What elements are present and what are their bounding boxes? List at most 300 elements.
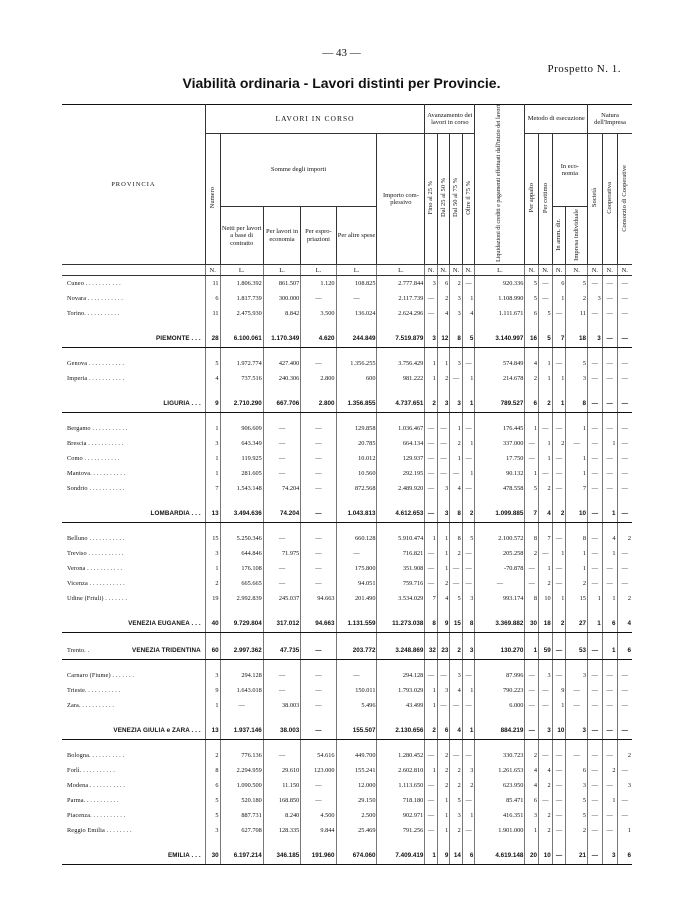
table-cell: 1.261.653 — [475, 763, 525, 778]
header-espropriazioni: Per espro-priazioni — [301, 207, 336, 265]
table-cell: 478.558 — [475, 481, 525, 496]
table-cell: 300.000 — [263, 291, 301, 306]
table-cell: 2 — [539, 576, 553, 591]
table-cell: 3 — [450, 394, 463, 413]
table-cell: — — [588, 748, 603, 763]
table-cell: — — [425, 436, 438, 451]
table-cell: — — [425, 291, 438, 306]
table-cell: 8.240 — [263, 808, 301, 823]
table-cell: — — [588, 793, 603, 808]
table-cell: 8 — [425, 614, 438, 633]
province-row — [62, 356, 632, 371]
province-name: Treviso . . . . . . . . . . . — [67, 550, 124, 558]
table-cell: 1 — [566, 421, 588, 436]
table-cell: 205.258 — [475, 546, 525, 561]
table-cell: — — [301, 546, 336, 561]
table-cell: 87.996 — [475, 668, 525, 683]
table-cell: 920.336 — [475, 276, 525, 292]
table-cell: 3 — [205, 668, 220, 683]
table-cell: 2.500 — [336, 808, 377, 823]
table-cell: 2 — [437, 763, 450, 778]
table-cell: 2.130.656 — [377, 721, 425, 740]
table-cell: 168.850 — [263, 793, 301, 808]
province-row — [62, 306, 632, 321]
table-cell: 3.248.869 — [377, 641, 425, 660]
header-impresa: Impresa individuale — [566, 207, 588, 265]
table-cell: 128.335 — [263, 823, 301, 838]
table-cell: 1 — [462, 808, 475, 823]
table-cell: 2.117.739 — [377, 291, 425, 306]
table-cell: — — [566, 748, 588, 763]
table-cell: 1 — [425, 698, 438, 713]
table-cell: 2 — [425, 721, 438, 740]
table-cell: 3 — [437, 481, 450, 496]
table-cell: 2 — [450, 778, 463, 793]
table-cell: — — [617, 466, 632, 481]
table-cell: 337.000 — [475, 436, 525, 451]
region-total-row — [62, 721, 632, 740]
table-cell: — — [301, 466, 336, 481]
table-cell: — — [425, 466, 438, 481]
table-cell: 29.610 — [263, 763, 301, 778]
table-cell: 6 — [525, 793, 539, 808]
province-row — [62, 421, 632, 436]
table-cell: — — [425, 576, 438, 591]
province-name: Belluno . . . . . . . . . . . — [67, 535, 125, 543]
table-cell: 449.700 — [336, 748, 377, 763]
table-cell: 11.273.038 — [377, 614, 425, 633]
table-cell: 4 — [205, 371, 220, 386]
table-cell: — — [552, 576, 566, 591]
province-row — [62, 451, 632, 466]
table-cell: 9.844 — [301, 823, 336, 838]
table-cell: 214.678 — [475, 371, 525, 386]
table-cell: 1 — [617, 823, 632, 838]
table-cell: 2 — [525, 546, 539, 561]
table-cell: 3 — [425, 329, 438, 348]
table-cell: 790.223 — [475, 683, 525, 698]
table-cell: 5.910.474 — [377, 531, 425, 546]
table-cell: 12.000 — [336, 778, 377, 793]
table-cell: 667.706 — [263, 394, 301, 413]
table-cell: — — [552, 846, 566, 865]
table-cell: 861.507 — [263, 276, 301, 292]
table-cell: — — [263, 421, 301, 436]
table-cell: 3 — [588, 291, 603, 306]
table-cell: — — [617, 276, 632, 292]
table-cell: 8 — [525, 531, 539, 546]
table-cell: — — [450, 561, 463, 576]
table-cell: — — [437, 421, 450, 436]
table-cell: 1.543.148 — [220, 481, 263, 496]
table-cell: 8 — [205, 763, 220, 778]
table-cell: — — [552, 306, 566, 321]
table-cell: 11 — [566, 306, 588, 321]
table-cell: — — [552, 356, 566, 371]
table-cell: 1 — [450, 451, 463, 466]
table-cell: — — [336, 546, 377, 561]
table-cell: — — [525, 561, 539, 576]
unit-l: L. — [220, 265, 263, 276]
table-cell: 5 — [525, 291, 539, 306]
table-cell: 27 — [566, 614, 588, 633]
table-cell: — — [450, 466, 463, 481]
table-cell: 1.043.813 — [336, 504, 377, 523]
province-name: Carnaro (Fiume) . . . . . . . — [67, 672, 135, 680]
table-cell: 9.729.804 — [220, 614, 263, 633]
table-cell: 28 — [205, 329, 220, 348]
province-name: Trento. . — [67, 646, 90, 654]
prospetto-label: Prospetto N. 1. — [547, 63, 621, 75]
table-cell: 3 — [450, 291, 463, 306]
table-cell: — — [462, 793, 475, 808]
table-cell: 94.051 — [336, 576, 377, 591]
table-cell: — — [462, 546, 475, 561]
table-cell: 1 — [437, 561, 450, 576]
table-cell: — — [602, 683, 617, 698]
table-cell: 1 — [539, 561, 553, 576]
table-cell: 12 — [437, 329, 450, 348]
table-cell: 4 — [437, 591, 450, 606]
table-cell: — — [425, 793, 438, 808]
header-consorzio: Consorzio di Cooperative — [617, 134, 632, 265]
table-cell: 4 — [525, 778, 539, 793]
table-cell: 5 — [525, 481, 539, 496]
table-cell: — — [425, 778, 438, 793]
table-cell: 416.351 — [475, 808, 525, 823]
table-cell: 176.445 — [475, 421, 525, 436]
table-cell: 600 — [336, 371, 377, 386]
table-cell: 1.113.650 — [377, 778, 425, 793]
table-cell: 7 — [552, 329, 566, 348]
table-cell: — — [425, 546, 438, 561]
table-cell: 2 — [539, 778, 553, 793]
table-cell: 71.975 — [263, 546, 301, 561]
table-cell: — — [602, 561, 617, 576]
table-cell: 7.519.879 — [377, 329, 425, 348]
table-cell: — — [588, 276, 603, 292]
province-row — [62, 748, 632, 763]
table-cell: 2 — [552, 614, 566, 633]
table-cell: 3 — [566, 721, 588, 740]
table-cell: 5 — [566, 793, 588, 808]
table-cell: 4 — [617, 614, 632, 633]
unit-n: N. — [588, 265, 603, 276]
table-cell: — — [263, 683, 301, 698]
table-cell: — — [588, 668, 603, 683]
table-cell: — — [617, 561, 632, 576]
table-cell: 8.842 — [263, 306, 301, 321]
unit-n: N. — [450, 265, 463, 276]
table-cell: — — [552, 793, 566, 808]
table-cell: — — [588, 504, 603, 523]
table-cell: 60 — [205, 641, 220, 660]
table-cell: 1 — [552, 291, 566, 306]
header-netti: Netti per lavori a base di contratto — [220, 207, 263, 265]
table-cell: — — [552, 481, 566, 496]
table-cell: 1 — [205, 466, 220, 481]
table-cell: — — [602, 698, 617, 713]
table-cell: 1.806.392 — [220, 276, 263, 292]
table-cell: — — [539, 748, 553, 763]
table-cell: — — [301, 356, 336, 371]
table-cell: — — [588, 823, 603, 838]
table-cell: 1.108.990 — [475, 291, 525, 306]
table-cell: 2 — [437, 291, 450, 306]
region-name: EMILIA . . . — [62, 846, 205, 865]
table-cell: 2 — [525, 371, 539, 386]
table-cell: 2 — [450, 276, 463, 292]
table-cell: — — [617, 808, 632, 823]
table-cell: 6 — [617, 846, 632, 865]
table-cell: — — [566, 698, 588, 713]
table-cell: — — [588, 421, 603, 436]
region-total-row — [62, 846, 632, 865]
table-cell: 7 — [525, 504, 539, 523]
table-cell: — — [539, 793, 553, 808]
table-cell: — — [301, 576, 336, 591]
table-cell: 644.846 — [220, 546, 263, 561]
table-cell: 664.134 — [377, 436, 425, 451]
header-liquidazioni: Liquidazioni di crediti e pagamenti effettuati dall'inizio dei lavori — [475, 105, 525, 265]
table-cell: 346.185 — [263, 846, 301, 865]
province-name: Novara . . . . . . . . . . . — [67, 295, 123, 303]
table-cell: — — [617, 436, 632, 451]
page-number: — 43 — — [322, 47, 361, 59]
table-cell: — — [450, 698, 463, 713]
table-cell: 1 — [566, 561, 588, 576]
table-cell: 4.620 — [301, 329, 336, 348]
table-cell: — — [588, 531, 603, 546]
province-row — [62, 371, 632, 386]
table-cell: 15 — [450, 614, 463, 633]
table-cell: 10 — [539, 846, 553, 865]
table-cell: 1 — [437, 823, 450, 838]
header-25-50: Dal 25 al 50 % — [437, 134, 450, 265]
table-cell: — — [602, 823, 617, 838]
table-cell: — — [588, 846, 603, 865]
table-cell: 1 — [539, 356, 553, 371]
table-cell: — — [588, 778, 603, 793]
table-cell: 59 — [539, 641, 553, 660]
table-cell: — — [602, 466, 617, 481]
table-cell: — — [301, 436, 336, 451]
table-cell: — — [263, 466, 301, 481]
province-name: Modena . . . . . . . . . . . — [67, 782, 126, 790]
table-cell: — — [617, 576, 632, 591]
table-cell: 191.960 — [301, 846, 336, 865]
table-cell: 3 — [462, 763, 475, 778]
province-row — [62, 481, 632, 496]
table-cell: 123.000 — [301, 763, 336, 778]
table-cell: 789.527 — [475, 394, 525, 413]
table-cell: 8 — [450, 504, 463, 523]
table-cell: 718.180 — [377, 793, 425, 808]
province-row — [62, 793, 632, 808]
table-cell: 1 — [552, 546, 566, 561]
table-cell: -70.878 — [475, 561, 525, 576]
table-cell: 3 — [602, 846, 617, 865]
table-cell: — — [525, 698, 539, 713]
table-cell: — — [617, 291, 632, 306]
province-name: Udine (Friuli) . . . . . . . — [67, 595, 127, 603]
table-cell: 9 — [437, 846, 450, 865]
table-cell: — — [588, 576, 603, 591]
table-cell: — — [301, 793, 336, 808]
table-cell: 643.349 — [220, 436, 263, 451]
table-cell: 10 — [566, 504, 588, 523]
region-total-row — [62, 641, 632, 660]
table-cell: 2.475.930 — [220, 306, 263, 321]
table-cell: 8 — [462, 614, 475, 633]
table-cell: 4 — [462, 306, 475, 321]
table-cell: 1.280.452 — [377, 748, 425, 763]
table-cell: 1 — [552, 591, 566, 606]
table-cell: — — [425, 668, 438, 683]
table-cell: — — [617, 668, 632, 683]
region-total-row — [62, 504, 632, 523]
province-name: Vicenza . . . . . . . . . . . — [67, 580, 125, 588]
table-cell: 18 — [539, 614, 553, 633]
table-cell: 281.605 — [220, 466, 263, 481]
province-name: Imperia . . . . . . . . . . . — [67, 375, 125, 383]
table-cell: 1 — [450, 421, 463, 436]
table-cell: 25.469 — [336, 823, 377, 838]
table-cell: 3 — [205, 436, 220, 451]
table-cell: 136.024 — [336, 306, 377, 321]
table-cell: — — [602, 576, 617, 591]
table-cell: — — [425, 421, 438, 436]
spacer-row — [62, 740, 632, 749]
table-cell: 10.560 — [336, 466, 377, 481]
table-cell: — — [588, 561, 603, 576]
region-name: VENEZIA TRIDENTINA — [132, 646, 201, 654]
table-cell: — — [462, 748, 475, 763]
province-name: Forlì. . . . . . . . . . . — [67, 767, 115, 775]
table-cell: 2 — [539, 823, 553, 838]
spacer-row — [62, 348, 632, 357]
table-cell: 3.369.882 — [475, 614, 525, 633]
table-cell: — — [263, 531, 301, 546]
unit-l: L. — [475, 265, 525, 276]
table-cell: 43.499 — [377, 698, 425, 713]
province-name: Brescia . . . . . . . . . . . — [67, 440, 124, 448]
table-cell: 2 — [437, 778, 450, 793]
table-cell: 3 — [450, 356, 463, 371]
table-cell: — — [617, 356, 632, 371]
table-cell: 4 — [437, 306, 450, 321]
table-cell: — — [588, 546, 603, 561]
table-cell: 2.800 — [301, 394, 336, 413]
region-name — [62, 641, 205, 660]
table-cell: — — [602, 451, 617, 466]
table-cell: — — [566, 436, 588, 451]
table-cell: — — [588, 763, 603, 778]
table-cell: 30 — [205, 846, 220, 865]
province-name: Trieste. . . . . . . . . . . — [67, 687, 121, 695]
table-cell: 2.100.572 — [475, 531, 525, 546]
table-cell: 155.507 — [336, 721, 377, 740]
table-cell: 244.849 — [336, 329, 377, 348]
unit-l: L. — [301, 265, 336, 276]
table-cell: 737.516 — [220, 371, 263, 386]
table-cell: 906.609 — [220, 421, 263, 436]
province-row — [62, 466, 632, 481]
table-cell: 1 — [602, 504, 617, 523]
unit-l: L. — [263, 265, 301, 276]
table-cell: 5 — [525, 276, 539, 292]
table-cell: 1 — [602, 793, 617, 808]
header-oltre-75: Oltre il 75 % — [462, 134, 475, 265]
table-cell: 2.294.959 — [220, 763, 263, 778]
table-cell: 2.624.296 — [377, 306, 425, 321]
table-cell: 2.489.920 — [377, 481, 425, 496]
table-cell: 2 — [539, 481, 553, 496]
province-name: Parma. . . . . . . . . . . — [67, 797, 119, 805]
table-cell: 3 — [450, 668, 463, 683]
table-cell: 5 — [450, 793, 463, 808]
table-cell: — — [588, 641, 603, 660]
table-cell: 13 — [205, 504, 220, 523]
header-economia: Per lavori in economia — [263, 207, 301, 265]
table-cell: 6 — [552, 276, 566, 292]
table-cell: — — [462, 356, 475, 371]
table-cell: — — [525, 436, 539, 451]
table-cell: 4.737.651 — [377, 394, 425, 413]
table-cell: 2 — [539, 394, 553, 413]
spacer-row — [62, 321, 632, 329]
table-cell: — — [552, 808, 566, 823]
table-cell: 90.132 — [475, 466, 525, 481]
table-cell: — — [617, 683, 632, 698]
spacer-row — [62, 713, 632, 721]
table-cell: — — [539, 466, 553, 481]
table-cell: 3.534.029 — [377, 591, 425, 606]
table-cell: 15 — [205, 531, 220, 546]
table-cell: 6 — [525, 394, 539, 413]
table-cell: 887.731 — [220, 808, 263, 823]
page-title: Viabilità ordinaria - Lavori distinti per Provincie. — [182, 75, 501, 91]
table-cell: 1 — [525, 823, 539, 838]
table-cell: 716.821 — [377, 546, 425, 561]
province-name: Piacenza. . . . . . . . . . . — [67, 812, 126, 820]
table-cell: — — [588, 808, 603, 823]
table-cell: — — [602, 356, 617, 371]
table-cell: — — [588, 451, 603, 466]
header-metodo: Metodo di esecuzione — [525, 105, 588, 134]
table-cell: 1 — [462, 291, 475, 306]
table-cell: 1 — [552, 394, 566, 413]
table-cell: 4 — [450, 721, 463, 740]
table-cell: 6 — [525, 306, 539, 321]
table-cell: 2 — [566, 823, 588, 838]
table-cell: 74.204 — [263, 504, 301, 523]
table-cell: 4 — [539, 504, 553, 523]
table-cell: — — [602, 306, 617, 321]
table-cell: — — [552, 763, 566, 778]
province-row — [62, 808, 632, 823]
table-cell: — — [588, 721, 603, 740]
table-cell: 292.195 — [377, 466, 425, 481]
unit-n: N. — [566, 265, 588, 276]
table-cell: 5 — [450, 591, 463, 606]
table-cell: — — [437, 451, 450, 466]
table-cell: 176.108 — [220, 561, 263, 576]
table-cell: 1 — [566, 451, 588, 466]
table-cell: 294.128 — [220, 668, 263, 683]
table-cell: 1.643.018 — [220, 683, 263, 698]
table-cell: — — [462, 668, 475, 683]
